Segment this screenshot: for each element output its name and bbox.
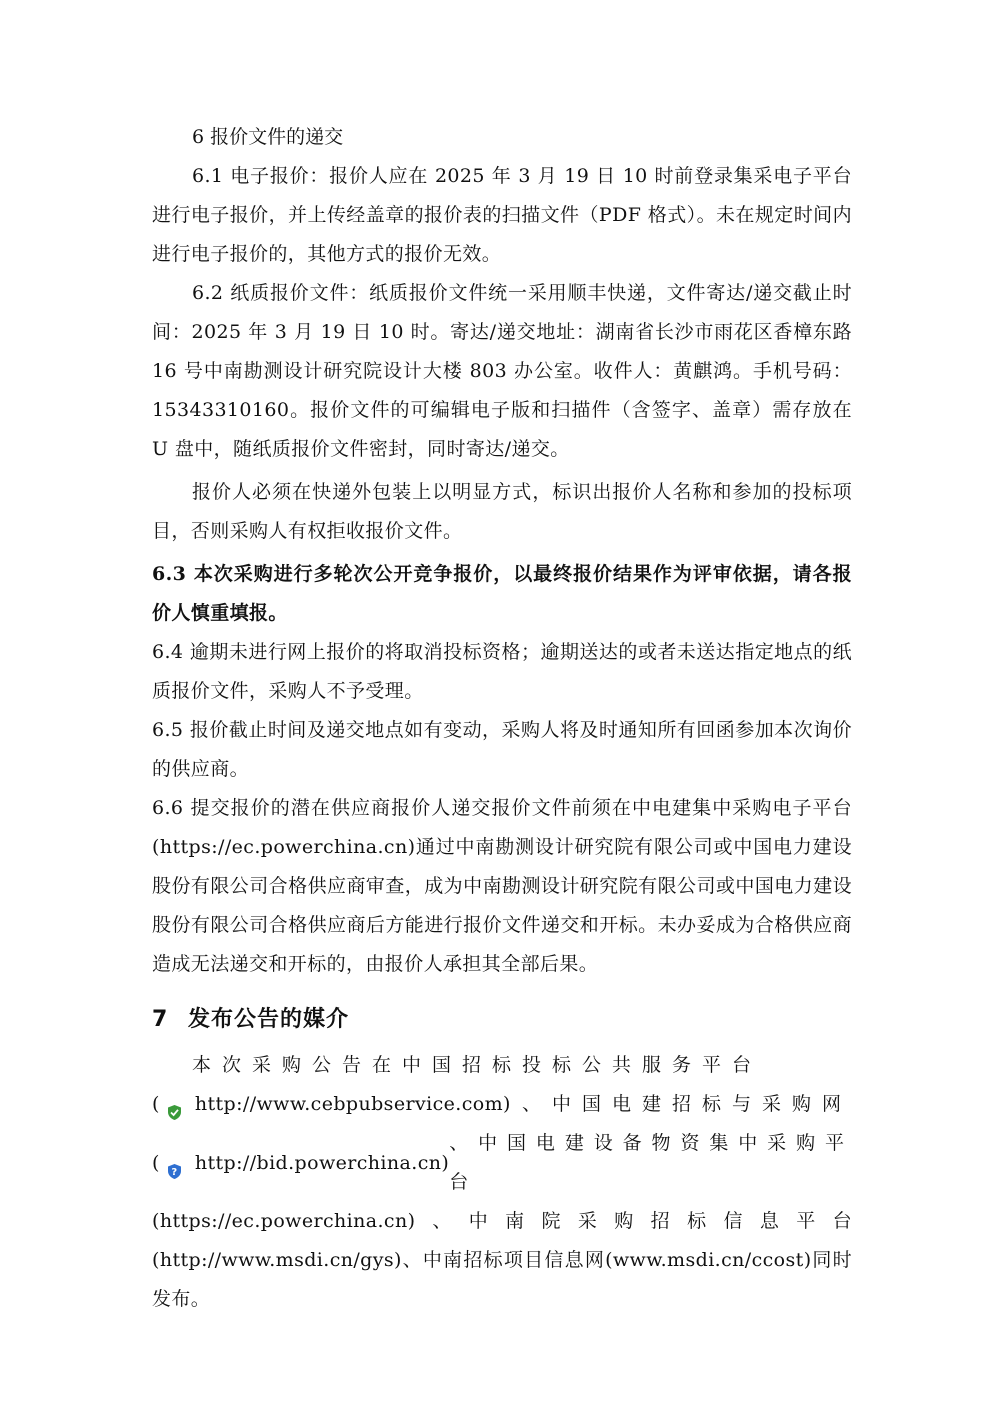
verified-shield-green-icon xyxy=(166,1096,183,1113)
section-7-heading xyxy=(152,1000,852,1040)
paragraph-6-2-packaging: 报价人必须在快递外包装上以明显方式，标识出报价人名称和参加的投标项目，否则采购人有权拒收报价文件。 xyxy=(152,481,852,542)
svg-text:?: ? xyxy=(171,1166,178,1178)
section-6-heading: 6 报价文件的递交 xyxy=(192,126,344,148)
media-line-2-rest: 、中国电建招标与采购网 xyxy=(521,1093,852,1115)
paragraph-6-2: 6.2 纸质报价文件：纸质报价文件统一采用顺丰快递，文件寄达/递交截止时间：2025 年 3 月 19 日 10 时。寄达/递交地址：湖南省长沙市雨花区香樟东路 16 号中南勘测设计研究院设计大楼 803 办公室。收件人：黄麒鸿。手机号码：15343310160。报价文件的可编辑电子版和扫描件（含签字、盖章）需存放在 U 盘中，随纸质报价文件密封，同时寄达/递交。 xyxy=(152,282,852,460)
section-7-number: 7 xyxy=(152,1007,169,1032)
media-line-2 xyxy=(152,1085,852,1124)
media-line-3 xyxy=(152,1124,852,1202)
paragraph-6-3: 6.3 本次采购进行多轮次公开竞争报价，以最终报价结果作为评审依据，请各报价人慎重填报。 xyxy=(152,563,852,624)
media-line-3-rest: 、中国电建设备物资集中采购平台 xyxy=(449,1132,852,1193)
media-line-4: (https://ec.powerchina.cn)、中南院采购招标信息平台(http://www.msdi.cn/gys)、中南招标项目信息网(www.msdi.cn/ccost)同时发布。 xyxy=(152,1210,852,1310)
media-line-3-open-paren: ( xyxy=(152,1151,160,1174)
media-line-1: 本次采购公告在中国招标投标公共服务平台 xyxy=(192,1054,763,1076)
question-shield-blue-icon xyxy=(166,1155,183,1178)
paragraph-6-1: 6.1 电子报价：报价人应在 2025 年 3 月 19 日 10 时前登录集采电子平台进行电子报价，并上传经盖章的报价表的扫描文件（PDF 格式）。未在规定时间内进行电子报价的，其他方式的报价无效。 xyxy=(152,165,852,265)
cebpubservice-link[interactable]: http://www.cebpubservice.com) xyxy=(194,1093,511,1115)
paragraph-6-4: 6.4 逾期未进行网上报价的将取消投标资格；逾期送达的或者未送达指定地点的纸质报价文件，采购人不予受理。 xyxy=(152,641,852,702)
paragraph-6-6: 6.6 提交报价的潜在供应商报价人递交报价文件前须在中电建集中采购电子平台(https://ec.powerchina.cn)通过中南勘测设计研究院有限公司或中国电力建设股份有限公司合格供应商审查，成为中南勘测设计研究院有限公司或中国电力建设股份有限公司合格供应商后方能进行报价文件递交和开标。未办妥成为合格供应商造成无法递交和开标的，由报价人承担其全部后果。 xyxy=(152,797,852,975)
page-content xyxy=(152,118,852,1319)
paragraph-6-5: 6.5 报价截止时间及递交地点如有变动，采购人将及时通知所有回函参加本次询价的供应商。 xyxy=(152,719,852,780)
bid-powerchina-link[interactable]: http://bid.powerchina.cn) xyxy=(194,1151,450,1174)
section-7-title: 发布公告的媒介 xyxy=(188,1007,350,1032)
media-line-2-open-paren: ( xyxy=(152,1093,160,1115)
